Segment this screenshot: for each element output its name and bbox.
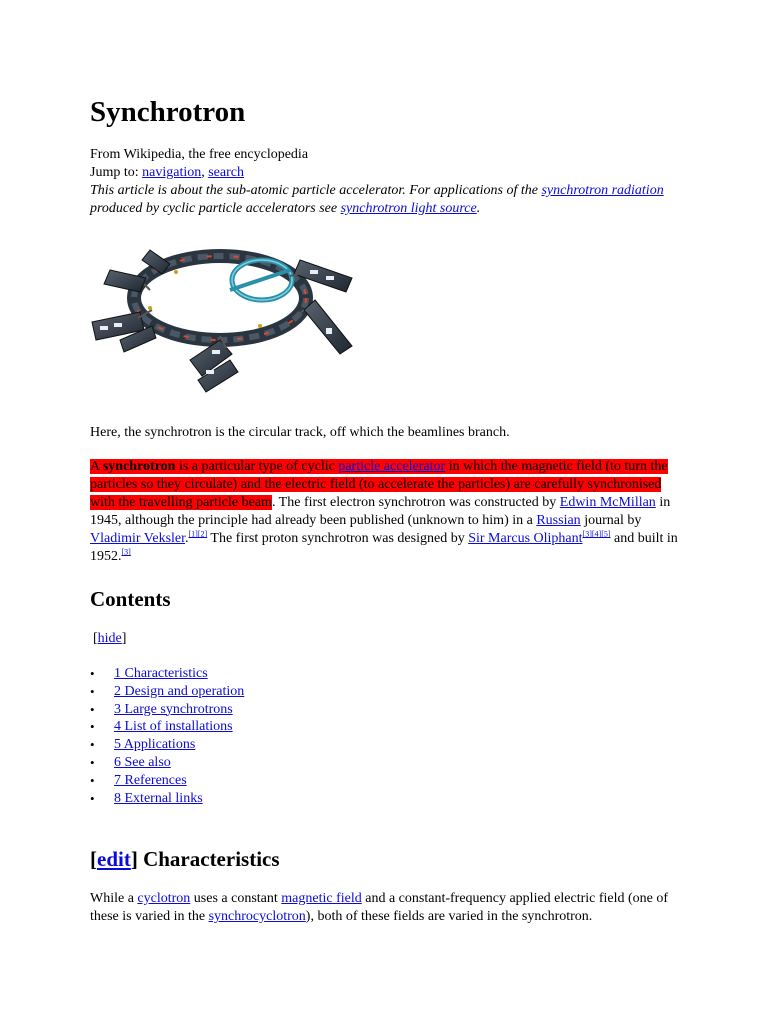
hatnote-text-1: This article is about the sub-atomic particle accelerator. For applications of the xyxy=(90,183,542,198)
reference-3-4-5[interactable]: [3][4][5] xyxy=(582,529,611,539)
toc-link-external-links[interactable]: 8 External links xyxy=(114,790,203,806)
particle-accelerator-link[interactable]: particle accelerator xyxy=(338,459,446,474)
toc-link-characteristics[interactable]: 1 Characteristics xyxy=(114,666,208,681)
lead-paragraph xyxy=(90,458,682,566)
magnetic-field-link[interactable]: magnetic field xyxy=(281,891,362,906)
jump-separator: , xyxy=(201,165,209,180)
toc-item xyxy=(90,790,244,808)
toc-toggle-open: [ xyxy=(93,631,98,646)
sec-text-c: and a constant-frequency applied electric field (one of these is varied in the xyxy=(90,891,669,924)
toc-item xyxy=(90,665,244,683)
marcus-oliphant-link[interactable]: Sir Marcus Oliphant xyxy=(468,531,583,546)
reference-1-2[interactable]: [1][2] xyxy=(188,529,208,539)
sec-text-d: ), both of these fields are varied in the synchrotron. xyxy=(305,909,593,924)
toc-link-design-and-operation[interactable]: 2 Design and operation xyxy=(114,683,245,699)
toc-item xyxy=(90,754,244,772)
toc-toggle-close: ] xyxy=(121,631,127,646)
toc-item xyxy=(90,701,244,719)
lead-term: synchrotron xyxy=(102,459,176,474)
jump-to xyxy=(90,164,682,182)
toc-item xyxy=(90,718,244,736)
hatnote xyxy=(90,182,682,218)
lead-text-g: journal by xyxy=(580,513,642,528)
synchrotron-radiation-link[interactable]: synchrotron radiation xyxy=(541,183,664,198)
toc-link-large-synchrotrons[interactable]: 3 Large synchrotrons xyxy=(114,701,233,717)
jump-search-link[interactable]: search xyxy=(208,165,244,180)
toc-item xyxy=(90,683,244,701)
table-of-contents xyxy=(90,665,244,807)
lead-text-a: A xyxy=(90,459,103,474)
synchrotron-light-source-link[interactable]: synchrotron light source xyxy=(340,201,477,216)
contents-heading: Contents xyxy=(90,587,171,611)
sec-text-a: While a xyxy=(90,891,138,906)
cyclotron-link[interactable]: cyclotron xyxy=(137,891,191,906)
reference-3[interactable]: [3] xyxy=(121,547,131,557)
synchrotron-image[interactable] xyxy=(90,230,370,410)
hide-toc-link[interactable]: hide xyxy=(97,631,122,646)
lead-text-h: . xyxy=(185,531,189,546)
toc-link-list-of-installations[interactable]: 4 List of installations xyxy=(114,719,233,735)
edit-bracket-open: [ xyxy=(90,847,97,871)
characteristics-paragraph xyxy=(90,890,690,926)
toc-item xyxy=(90,736,244,754)
jump-navigation-link[interactable]: navigation xyxy=(142,165,202,180)
lead-text-f: in 1945, although the principle had already been published (unknown to him) in a xyxy=(90,495,671,528)
section-title: Characteristics xyxy=(137,847,280,871)
lead-text-i: The first proton synchrotron was designed by xyxy=(207,531,469,546)
hatnote-text-3: . xyxy=(476,201,481,216)
page-title: Synchrotron xyxy=(90,96,246,128)
section-heading-characteristics xyxy=(90,846,280,872)
lead-text-e: . The first electron synchrotron was constructed by xyxy=(271,495,560,510)
toc-item xyxy=(90,772,244,790)
edwin-mcmillan-link[interactable]: Edwin McMillan xyxy=(559,495,656,510)
lead-text-c: is a particular type of cyclic xyxy=(175,459,339,474)
sec-text-b: uses a constant xyxy=(190,891,282,906)
edit-bracket-close: ] xyxy=(130,847,138,871)
synchrocyclotron-link[interactable]: synchrocyclotron xyxy=(208,909,306,924)
lead-text-j: and built in 1952. xyxy=(90,531,678,564)
edit-section-link[interactable]: edit xyxy=(97,847,131,871)
tagline: From Wikipedia, the free encyclopedia xyxy=(90,147,309,162)
toc-toggle xyxy=(93,630,126,648)
toc-link-see-also[interactable]: 6 See also xyxy=(114,754,171,770)
lead-text-d: in which the magnetic field (to turn the particles so they circulate) and the electric field (to accelerate the particles) are carefully synchronised with the travelling particle beam xyxy=(90,459,668,510)
figure-caption: Here, the synchrotron is the circular track, off which the beamlines branch. xyxy=(90,425,510,440)
vladimir-veksler-link[interactable]: Vladimir Veksler xyxy=(90,531,186,546)
jump-prefix: Jump to: xyxy=(90,165,143,180)
russian-link[interactable]: Russian xyxy=(536,513,581,528)
synchrotron-ring-illustration xyxy=(90,230,370,410)
article-header xyxy=(90,146,682,218)
toc-link-references[interactable]: 7 References xyxy=(114,772,187,788)
toc-link-applications[interactable]: 5 Applications xyxy=(114,737,196,753)
hatnote-text-2: produced by cyclic particle accelerators see xyxy=(90,201,341,216)
